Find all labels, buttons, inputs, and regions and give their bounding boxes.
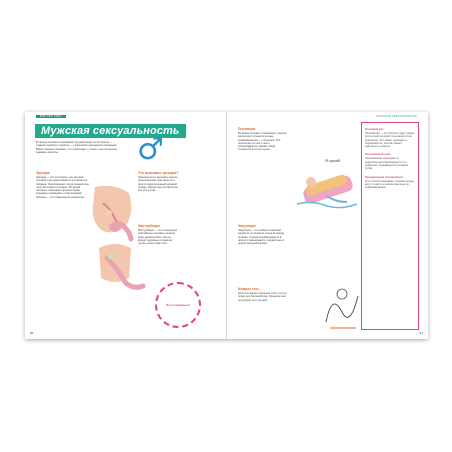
section-text: Если поллюции случаются часто, это не повод для беспокойства. Организм сам регулирует этот процесс. bbox=[238, 292, 287, 302]
page-title: Мужская сексуальность bbox=[35, 124, 186, 138]
section-text: Мастурбация — это стимуляция собственных половых органов ради удовольствия. Она не вредит здоровью и помогает лучше узнать своё тело. bbox=[138, 229, 177, 246]
sidebar-text: Половой акт — это близость двух людей, при которой половой член вводится во влагалище. Это может приводить к беременности, поэтому важно заботиться о защите. bbox=[365, 132, 415, 149]
book-spread bbox=[25, 112, 428, 339]
section-text: Эрекция — это состояние, при котором половой член увеличивается и становится твёрдым. Она возникает, когда пещеристые тела наполняются кровью. Во время полового созревания эрекция может возникать неожиданно и без видимой причины — это совершенно нормально. bbox=[36, 176, 89, 199]
section-pollution bbox=[238, 127, 288, 152]
speech-text: Я сухой! bbox=[325, 158, 341, 163]
section-wet-dreams bbox=[238, 287, 293, 302]
sidebar-section bbox=[365, 152, 415, 170]
sidebar-section bbox=[365, 175, 415, 190]
normal-badge bbox=[155, 282, 201, 328]
running-head-right: МУЖСКАЯ СЕКСУАЛЬНОСТЬ bbox=[376, 115, 417, 118]
sidebar-heading: Половой акт bbox=[365, 127, 384, 131]
section-heading: Поллюции bbox=[238, 127, 256, 131]
sidebar-heading: Прерванный половой акт bbox=[365, 174, 404, 179]
male-symbol-icon: ♂ bbox=[137, 132, 164, 167]
section-ejaculation bbox=[238, 224, 288, 245]
section-text: Эякуляция — это выброс семенной жидкости из полового члена во время оргазма. Сперма вырабатывается в яичках и смешивается с жидкостью из предстательной железы. bbox=[238, 229, 285, 246]
section-causes bbox=[138, 171, 180, 192]
sidebar-heading: Безопасный секс bbox=[365, 152, 391, 157]
sidebar-text: Этот способ ненадёжен: сперматозоиды могут попасть во влагалище ещё до семяизвержения. bbox=[365, 179, 414, 190]
section-heading: Что вызывает эрекцию? bbox=[138, 171, 179, 175]
sidebar-section bbox=[365, 127, 415, 148]
section-heading: Мокрые сны bbox=[238, 287, 259, 291]
left-page bbox=[25, 112, 226, 339]
intro-text: В период полового созревания под действием тестостерона — главного мужского гормона — у мальчиков начинаются изменения. Важно заранее понимать, что происходит с телом, и не стесняться задавать вопросы. bbox=[36, 141, 118, 154]
running-head-left: ВСЁ ПРО ТЕЛО bbox=[36, 115, 66, 118]
badge-text: Это нормально! bbox=[166, 303, 190, 307]
section-heading: Мастурбация bbox=[138, 224, 160, 228]
section-erection bbox=[36, 171, 91, 199]
sidebar-box bbox=[361, 122, 419, 330]
section-heading: Эрекция bbox=[36, 171, 50, 175]
doodle-illustration bbox=[322, 282, 362, 332]
right-page bbox=[227, 112, 428, 339]
float-illustration bbox=[297, 152, 357, 212]
page-number-right: 21 bbox=[419, 331, 423, 335]
section-heading: Эякуляция bbox=[238, 224, 256, 228]
page-number-left: 20 bbox=[30, 331, 34, 335]
section-text: Во время полового созревания у многих мальчиков случаются ночные семяизвержения — поллюции. Это происходит во сне и часто сопровождается яркими снами. Стыдиться этого не нужно. bbox=[238, 132, 287, 152]
anatomy-illustration-2 bbox=[95, 238, 151, 298]
section-text: Эрекцию могут вызывать мысли, прикосновения, фантазии или просто переполненный мочевой пузырь. Иногда она случается во сне или утром. bbox=[138, 176, 178, 193]
sidebar-text: Презервативы защищают от нежелательной беременности и от инфекций, передающихся половым путём. bbox=[365, 157, 409, 171]
